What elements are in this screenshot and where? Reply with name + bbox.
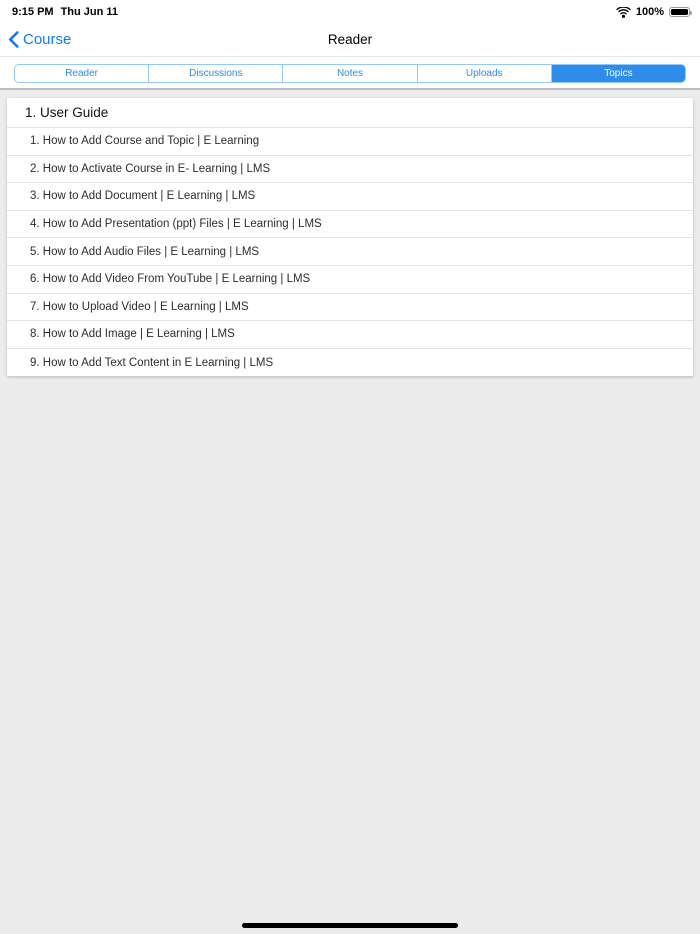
back-button[interactable] [8, 22, 71, 56]
topic-row[interactable]: 8. How to Add Image | E Learning | LMS [7, 321, 693, 349]
tab-reader[interactable]: Reader [15, 65, 149, 82]
topic-row[interactable]: 4. How to Add Presentation (ppt) Files | E Learning | LMS [7, 211, 693, 239]
battery-nub [690, 11, 692, 15]
battery-fill [671, 9, 688, 15]
topic-row[interactable]: 2. How to Activate Course in E- Learning | LMS [7, 156, 693, 184]
topics-list [7, 128, 693, 376]
topic-row[interactable]: 7. How to Upload Video | E Learning | LMS [7, 294, 693, 322]
topic-row[interactable]: 5. How to Add Audio Files | E Learning | LMS [7, 238, 693, 266]
status-right [616, 6, 690, 18]
status-bar [0, 0, 700, 22]
tab-topics[interactable]: Topics [552, 65, 685, 82]
back-chevron-icon [8, 31, 19, 48]
tab-notes[interactable]: Notes [283, 65, 417, 82]
status-left [12, 6, 118, 18]
page-title: Reader [327, 31, 373, 47]
top-chrome [0, 0, 700, 90]
back-label: Course [23, 30, 72, 48]
topic-row[interactable]: 9. How to Add Text Content in E Learning | LMS [7, 349, 693, 377]
status-date: Thu Jun 11 [60, 6, 119, 18]
wifi-icon [616, 7, 631, 18]
topic-row[interactable]: 1. How to Add Course and Topic | E Learning [7, 128, 693, 156]
tab-uploads[interactable]: Uploads [418, 65, 552, 82]
section-header: 1. User Guide [7, 98, 693, 128]
battery-percent: 100% [635, 6, 664, 18]
nav-bar [0, 22, 700, 57]
status-time: 9:15 PM [12, 6, 54, 18]
tab-bar [14, 64, 686, 83]
tab-discussions[interactable]: Discussions [149, 65, 283, 82]
topics-panel [7, 98, 693, 376]
battery-icon [669, 7, 690, 17]
topic-row[interactable]: 6. How to Add Video From YouTube | E Learning | LMS [7, 266, 693, 294]
topic-row[interactable]: 3. How to Add Document | E Learning | LMS [7, 183, 693, 211]
home-indicator[interactable] [242, 923, 458, 928]
